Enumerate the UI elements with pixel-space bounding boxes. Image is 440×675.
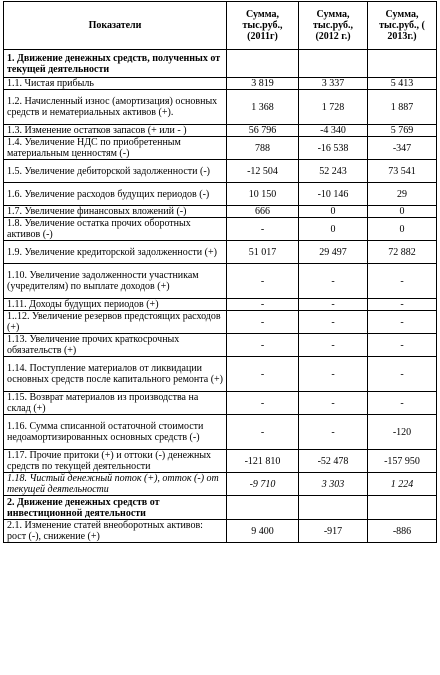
table-row [4,392,437,415]
table-row [4,137,437,160]
value-2013: 0 [368,206,437,218]
row-label: 1.13. Увеличение прочих краткосрочных обязательств (+) [4,334,227,357]
value-2013: 1 887 [368,90,437,125]
row-label: 1.7. Увеличение финансовых вложений (-) [4,206,227,218]
row-label: 1.10. Увеличение задолженности участникам (учредителям) по выплате доходов (+) [4,264,227,299]
table-row [4,78,437,90]
value-2013: 0 [368,218,437,241]
value-2012: -16 538 [299,137,368,160]
value-2013: - [368,392,437,415]
table-body [4,50,437,543]
value-2011: 51 017 [227,241,299,264]
value-2012: -917 [299,520,368,543]
row-label: 1.17. Прочие притоки (+) и оттоки (-) денежных средств по текущей деятельности [4,450,227,473]
value-2013: 29 [368,183,437,206]
row-label: 1.8. Увеличение остатка прочих оборотных активов (-) [4,218,227,241]
value-2011: 10 150 [227,183,299,206]
value-2013: -120 [368,415,437,450]
value-2011: 56 796 [227,125,299,137]
table-row [4,311,437,334]
value-2011: - [227,392,299,415]
value-2011: 788 [227,137,299,160]
value-2013 [368,496,437,520]
row-label: 1..12. Увеличение резервов предстоящих расходов (+) [4,311,227,334]
value-2012: - [299,357,368,392]
header-2013: Сумма, тыс.руб., ( 2013г.) [368,2,437,50]
table-row [4,241,437,264]
value-2012: 0 [299,218,368,241]
value-2013: 73 541 [368,160,437,183]
table-row [4,218,437,241]
value-2012: - [299,392,368,415]
row-label: 1.15. Возврат материалов из производства на склад (+) [4,392,227,415]
value-2011: - [227,299,299,311]
value-2012: -10 146 [299,183,368,206]
value-2012: 0 [299,206,368,218]
value-2012: - [299,264,368,299]
value-2013: - [368,334,437,357]
value-2012: 1 728 [299,90,368,125]
table-header-row [4,2,437,50]
value-2011: - [227,218,299,241]
row-label: 1.6. Увеличение расходов будущих периодов (-) [4,183,227,206]
value-2013 [368,50,437,78]
section-header-row [4,496,437,520]
table-row [4,125,437,137]
table-row [4,357,437,392]
value-2013: -886 [368,520,437,543]
value-2012: 52 243 [299,160,368,183]
row-label: 1.1. Чистая прибыль [4,78,227,90]
section-header-row [4,50,437,78]
value-2012: 29 497 [299,241,368,264]
header-2012: Сумма, тыс.руб., (2012 г.) [299,2,368,50]
row-label: 1.16. Сумма списанной остаточной стоимости недоамортизированных основных средств (-) [4,415,227,450]
table-row [4,415,437,450]
value-2013: -347 [368,137,437,160]
value-2011: - [227,264,299,299]
cash-flow-table [3,1,437,543]
value-2013: - [368,311,437,334]
row-label: 1.4. Увеличение НДС по приобретенным материальным ценностям (-) [4,137,227,160]
table-row [4,206,437,218]
value-2011: -12 504 [227,160,299,183]
value-2011 [227,496,299,520]
row-label: 1.14. Поступление материалов от ликвидации основных средств после капитального ремонта (+) [4,357,227,392]
value-2013: -157 950 [368,450,437,473]
row-label: 1.2. Начисленный износ (амортизация) основных средств и нематериальных активов (+). [4,90,227,125]
value-2013: 5 413 [368,78,437,90]
value-2012: - [299,334,368,357]
row-label: 2. Движение денежных средств от инвестиционной деятельности [4,496,227,520]
table-row [4,183,437,206]
value-2012: - [299,299,368,311]
value-2012: - [299,311,368,334]
value-2012: 3 303 [299,473,368,496]
table-row [4,473,437,496]
value-2011: -121 810 [227,450,299,473]
row-label: 1. Движение денежных средств, полученных от текущей деятельности [4,50,227,78]
value-2011: - [227,415,299,450]
value-2012: -4 340 [299,125,368,137]
row-label: 1.9. Увеличение кредиторской задолженности (+) [4,241,227,264]
value-2011: 666 [227,206,299,218]
row-label: 1.3. Изменение остатков запасов (+ или - ) [4,125,227,137]
value-2012 [299,50,368,78]
value-2011: - [227,334,299,357]
value-2011 [227,50,299,78]
row-label: 1.11. Доходы будущих периодов (+) [4,299,227,311]
row-label: 1.5. Увеличение дебиторской задолженности (-) [4,160,227,183]
table-row [4,90,437,125]
value-2013: 72 882 [368,241,437,264]
value-2013: - [368,264,437,299]
table-row [4,520,437,543]
value-2012: 3 337 [299,78,368,90]
table-row [4,299,437,311]
value-2011: 3 819 [227,78,299,90]
row-label: 1.18. Чистый денежный поток (+), отток (-) от текущей деятельности [4,473,227,496]
value-2012: -52 478 [299,450,368,473]
table-row [4,334,437,357]
value-2013: 5 769 [368,125,437,137]
value-2013: - [368,299,437,311]
row-label: 2.1. Изменение статей внеоборотных активов: рост (-), снижение (+) [4,520,227,543]
value-2013: 1 224 [368,473,437,496]
value-2011: - [227,311,299,334]
value-2011: - [227,357,299,392]
table-row [4,450,437,473]
value-2013: - [368,357,437,392]
value-2012 [299,496,368,520]
value-2012: - [299,415,368,450]
header-2011: Сумма, тыс.руб., (2011г) [227,2,299,50]
header-indicator: Показатели [4,2,227,50]
value-2011: -9 710 [227,473,299,496]
value-2011: 1 368 [227,90,299,125]
table-row [4,264,437,299]
table-row [4,160,437,183]
value-2011: 9 400 [227,520,299,543]
